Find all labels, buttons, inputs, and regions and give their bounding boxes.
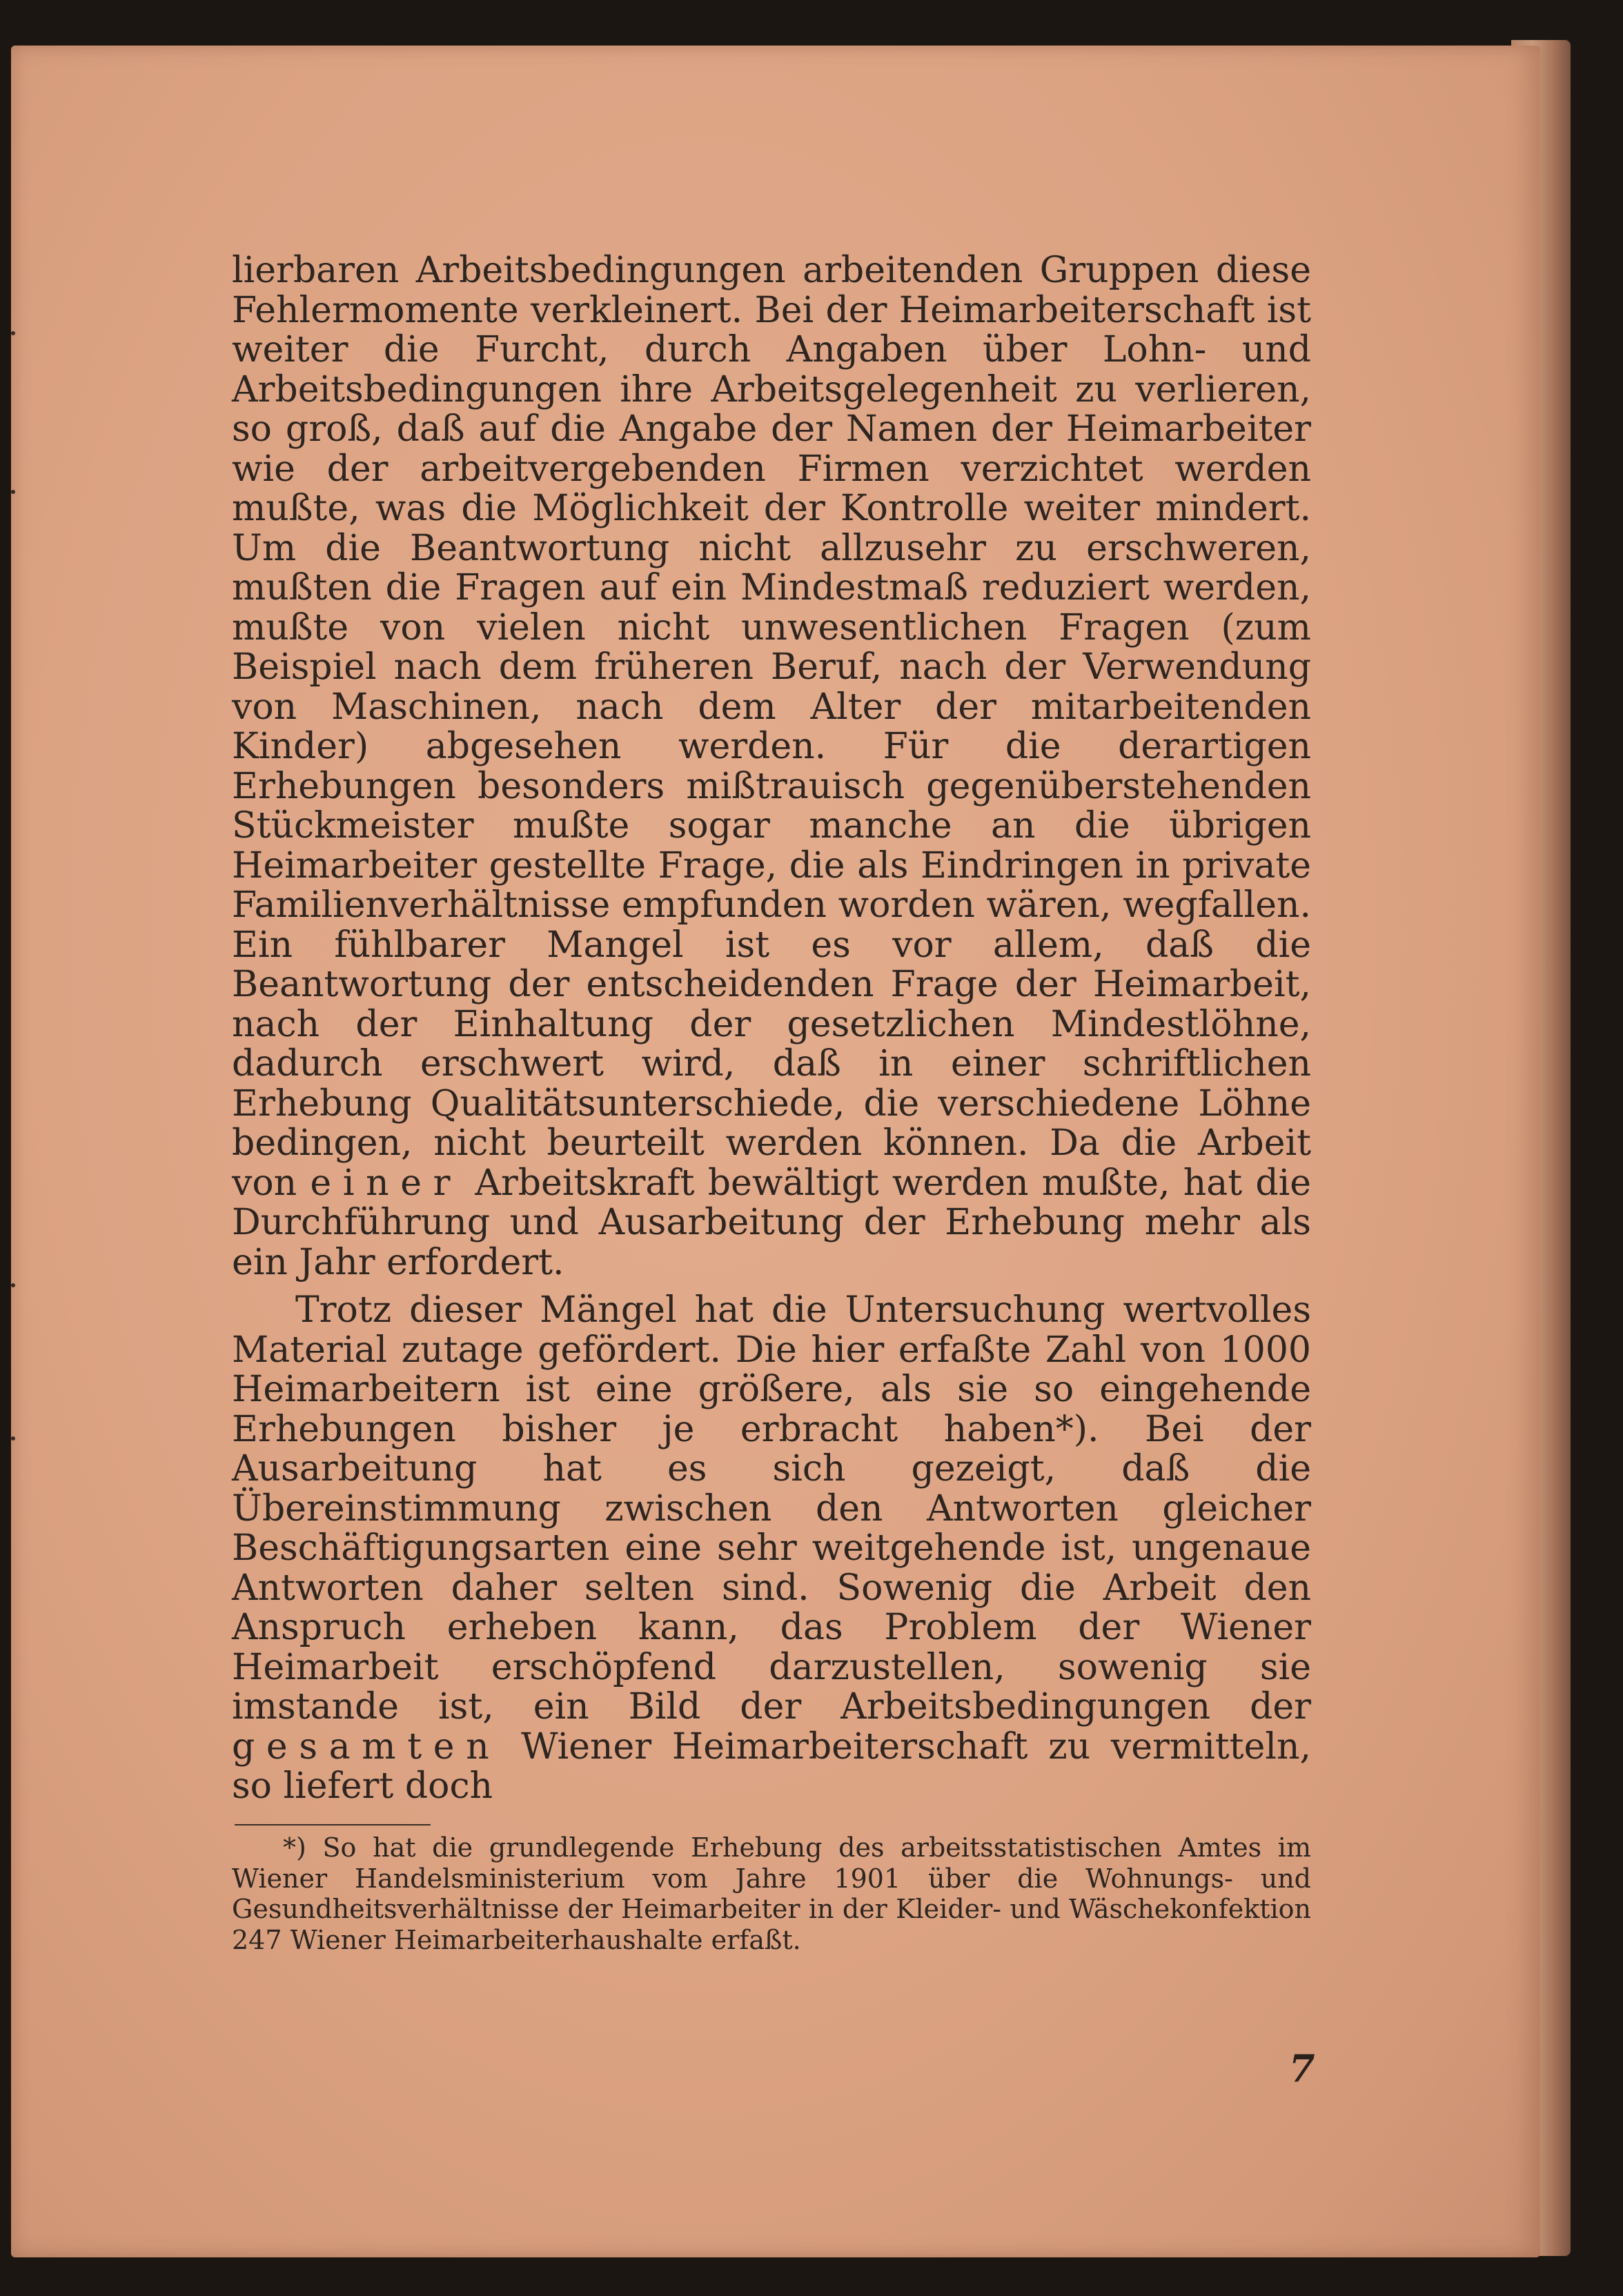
margin-mark	[11, 331, 15, 335]
footnote: *) So hat die grundlegende Erhebung des arbeitsstatistischen Amtes im Wiener Handelsministerium vom Jahre 1901 über die Wohnungs- und Gesundheitsverhältnisse der Heimarbeiter in der Kleider- und Wäschekonfektion 247 Wiener Heimarbeiterhaushalte erfaßt.	[232, 1832, 1311, 1955]
paragraph-2-text-a: Trotz dieser Mängel hat die Untersuchung wertvolles Material zutage gefördert. Die hier erfaßte Zahl von 1000 Heimarbeitern ist eine größere, als sie so eingehende Erhebungen bisher je erbracht haben*). Bei der Ausarbeitung hat es sich gezeigt, daß die Übereinstimmung zwischen den Antworten gleicher Beschäftigungsarten eine sehr weitgehende ist, ungenaue Antworten daher selten sind. Sowenig die Arbeit den Anspruch erheben kann, das Problem der Wiener Heimarbeit erschöpfend darzustellen, sowenig sie imstande ist, ein Bild der Arbeitsbedingungen der	[232, 1289, 1311, 1728]
page-number: 7	[1289, 2046, 1315, 2090]
body-text	[232, 251, 1311, 1807]
paragraph-1	[232, 251, 1311, 1283]
margin-mark	[11, 490, 15, 494]
paragraph-1-text-a: lierbaren Arbeitsbedingungen arbeitenden Gruppen diese Fehlermomente verkleinert. Bei der Heimarbeiterschaft ist weiter die Furcht, durch Angaben über Lohn- und Arbeitsbedingungen ihre Arbeitsgelegenheit zu verlieren, so groß, daß auf die Angabe der Namen der Heimarbeiter wie der arbeitvergebenden Firmen verzichtet werden mußte, was die Möglichkeit der Kontrolle weiter mindert. Um die Beantwortung nicht allzusehr zu erschweren, mußten die Fragen auf ein Mindestmaß reduziert werden, mußte von vielen nicht unwesentlichen Fragen (zum Beispiel nach dem früheren Beruf, nach der Verwendung von Maschinen, nach dem Alter der mitarbeitenden Kinder) abgesehen werden. Für die derartigen Erhebungen besonders mißtrauisch gegenüberstehenden Stückmeister mußte sogar manche an die übrigen Heimarbeiter gestellte Frage, die als Eindringen in private Familienverhältnisse empfunden worden wären, wegfallen. Ein fühlbarer Mangel ist es vor allem, daß die Beantwortung der entscheidenden Frage der Heimarbeit, nach der Einhaltung der gesetzlichen Mindestlöhne, dadurch erschwert wird, daß in einer schriftlichen Erhebung Qualitätsunterschiede, die verschiedene Löhne bedingen, nicht beurteilt werden können. Da die Arbeit von	[232, 250, 1311, 1204]
footnote-divider	[235, 1824, 431, 1825]
margin-mark	[11, 1436, 15, 1441]
emphasized-word: gesamten	[232, 1725, 501, 1768]
paragraph-2-text-b: Wiener Heimarbeiterschaft zu vermitteln, so liefert doch	[232, 1725, 1312, 1807]
paragraph-1-text-b: Arbeitskraft bewältigt werden mußte, hat die Durchführung und Ausarbeitung der Erhebung mehr als ein Jahr erfordert.	[232, 1162, 1312, 1283]
paragraph-2	[232, 1291, 1311, 1807]
emphasized-word: einer	[310, 1162, 462, 1204]
margin-mark	[11, 1283, 15, 1287]
